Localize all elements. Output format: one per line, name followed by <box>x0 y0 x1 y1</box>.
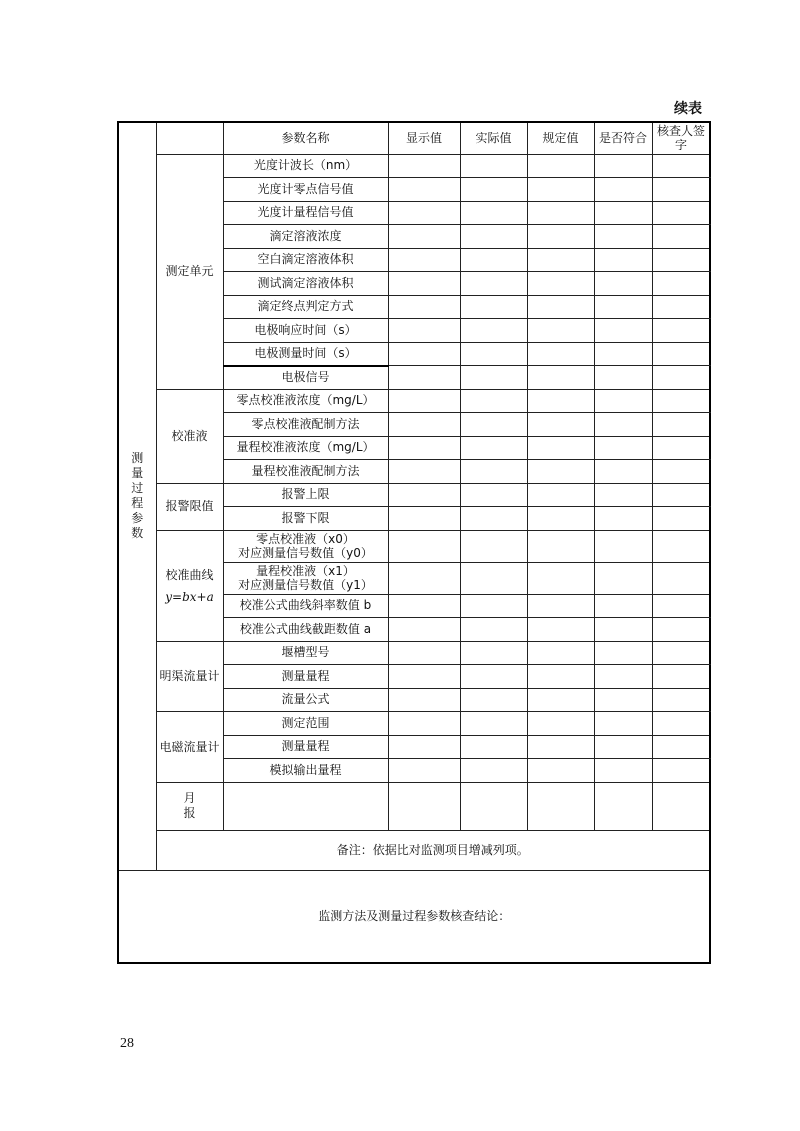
table-row <box>118 712 710 736</box>
conforms-cell[interactable] <box>594 366 652 390</box>
signature-cell[interactable] <box>652 641 710 665</box>
signature-cell[interactable] <box>652 436 710 460</box>
conforms-cell[interactable] <box>594 712 652 736</box>
conforms-cell[interactable] <box>594 272 652 296</box>
displayed-value-cell[interactable] <box>388 201 460 225</box>
monthly-param-cell[interactable] <box>388 782 460 830</box>
displayed-value-cell[interactable] <box>388 665 460 689</box>
conforms-cell[interactable] <box>594 389 652 413</box>
displayed-value-cell[interactable] <box>388 366 460 390</box>
signature-cell[interactable] <box>652 342 710 366</box>
param-name: 报警上限 <box>223 483 388 507</box>
actual-value-cell[interactable] <box>460 712 527 736</box>
actual-value-cell[interactable] <box>460 594 527 618</box>
monthly-blank-cell[interactable] <box>223 782 388 830</box>
zero-standard-line: 零点校准液（x0） <box>256 532 355 546</box>
conforms-cell[interactable] <box>594 225 652 249</box>
specified-value-cell[interactable] <box>527 295 594 319</box>
conforms-cell[interactable] <box>594 759 652 783</box>
signature-cell[interactable] <box>652 178 710 202</box>
specified-value-cell[interactable] <box>527 712 594 736</box>
param-name: 校准公式曲线截距数值 a <box>223 618 388 642</box>
signature-cell[interactable] <box>652 319 710 343</box>
signature-cell[interactable] <box>652 225 710 249</box>
zero-signal-line: 对应测量信号数值（y0） <box>238 546 373 560</box>
conforms-cell[interactable] <box>594 735 652 759</box>
conforms-cell[interactable] <box>594 178 652 202</box>
signature-cell[interactable] <box>652 562 710 594</box>
displayed-value-cell[interactable] <box>388 507 460 531</box>
actual-value-cell[interactable] <box>460 295 527 319</box>
section-label-char: 量 <box>131 466 144 481</box>
displayed-value-cell[interactable] <box>388 594 460 618</box>
calibration-curve-title: 校准曲线 <box>165 567 214 582</box>
section-label-char: 程 <box>131 496 144 511</box>
param-name: 光度计波长（nm） <box>223 154 388 178</box>
header-conforms: 是否符合 <box>594 122 652 154</box>
actual-value-cell[interactable] <box>527 782 594 830</box>
group-open-channel-flowmeter-label: 明渠流量计 <box>156 641 223 712</box>
group-electromagnetic-flowmeter-label: 电磁流量计 <box>156 712 223 783</box>
header-blank <box>156 122 223 154</box>
actual-value-cell[interactable] <box>460 413 527 437</box>
displayed-value-cell[interactable] <box>388 641 460 665</box>
actual-value-cell[interactable] <box>460 319 527 343</box>
param-name: 测定范围 <box>223 712 388 736</box>
signature-cell[interactable] <box>652 688 710 712</box>
specified-value-cell[interactable] <box>527 389 594 413</box>
actual-value-cell[interactable] <box>460 436 527 460</box>
conforms-cell[interactable] <box>594 342 652 366</box>
actual-value-cell[interactable] <box>460 178 527 202</box>
header-displayed-value: 显示值 <box>388 122 460 154</box>
param-name: 电极响应时间（s） <box>223 319 388 343</box>
actual-value-cell[interactable] <box>460 618 527 642</box>
specified-value-cell[interactable] <box>527 530 594 562</box>
param-name: 量程校准液浓度（mg/L） <box>223 436 388 460</box>
conforms-cell[interactable] <box>594 641 652 665</box>
actual-value-cell[interactable] <box>460 272 527 296</box>
actual-value-cell[interactable] <box>460 483 527 507</box>
signature-cell[interactable] <box>652 248 710 272</box>
displayed-value-cell[interactable] <box>388 342 460 366</box>
displayed-value-cell[interactable] <box>388 436 460 460</box>
specified-value-cell[interactable] <box>527 562 594 594</box>
specified-value-cell[interactable] <box>527 366 594 390</box>
specified-value-cell[interactable] <box>527 225 594 249</box>
specified-value-cell[interactable] <box>527 342 594 366</box>
param-name: 校准公式曲线斜率数值 b <box>223 594 388 618</box>
param-name: 滴定终点判定方式 <box>223 295 388 319</box>
specified-value-cell[interactable] <box>527 436 594 460</box>
header-specified-value: 规定值 <box>527 122 594 154</box>
header-actual-value: 实际值 <box>460 122 527 154</box>
table-row <box>118 483 710 507</box>
specified-value-cell[interactable] <box>527 735 594 759</box>
section-label-char: 参 <box>131 511 144 526</box>
specified-value-cell[interactable] <box>527 641 594 665</box>
actual-value-cell[interactable] <box>460 759 527 783</box>
conforms-cell[interactable] <box>594 295 652 319</box>
param-name: 堰槽型号 <box>223 641 388 665</box>
displayed-value-cell[interactable] <box>388 319 460 343</box>
section-label-char: 数 <box>131 526 144 541</box>
specified-value-cell[interactable] <box>527 688 594 712</box>
specified-value-cell[interactable] <box>527 507 594 531</box>
actual-value-cell[interactable] <box>460 507 527 531</box>
actual-value-cell[interactable] <box>460 665 527 689</box>
displayed-value-cell[interactable] <box>388 178 460 202</box>
table-row <box>118 389 710 413</box>
specified-value-cell[interactable] <box>527 460 594 484</box>
signature-cell[interactable] <box>652 759 710 783</box>
param-name: 量程校准液配制方法 <box>223 460 388 484</box>
signature-cell[interactable] <box>652 154 710 178</box>
param-name: 空白滴定溶液体积 <box>223 248 388 272</box>
section-label-cell <box>118 122 156 870</box>
param-name: 滴定溶液浓度 <box>223 225 388 249</box>
conforms-cell[interactable] <box>594 413 652 437</box>
span-standard-line: 量程校准液（x1） <box>256 564 355 578</box>
conforms-cell[interactable] <box>594 507 652 531</box>
conforms-cell[interactable] <box>594 436 652 460</box>
param-name <box>223 562 388 594</box>
displayed-value-cell[interactable] <box>460 782 527 830</box>
actual-value-cell[interactable] <box>460 688 527 712</box>
section-label-char: 测 <box>131 451 144 466</box>
signature-cell[interactable] <box>652 272 710 296</box>
actual-value-cell[interactable] <box>460 248 527 272</box>
monthly-report-char: 报 <box>183 806 196 820</box>
signature-cell[interactable] <box>652 413 710 437</box>
actual-value-cell[interactable] <box>460 201 527 225</box>
specified-value-cell[interactable] <box>527 154 594 178</box>
param-name: 测量量程 <box>223 665 388 689</box>
conforms-cell[interactable] <box>594 618 652 642</box>
actual-value-cell[interactable] <box>460 562 527 594</box>
displayed-value-cell[interactable] <box>388 295 460 319</box>
table-row <box>118 530 710 562</box>
specified-value-cell[interactable] <box>527 483 594 507</box>
signature-cell[interactable] <box>652 530 710 562</box>
signature-cell[interactable] <box>652 295 710 319</box>
signature-cell[interactable] <box>652 201 710 225</box>
actual-value-cell[interactable] <box>460 641 527 665</box>
signature-cell[interactable] <box>652 507 710 531</box>
signature-cell[interactable] <box>652 460 710 484</box>
conforms-cell[interactable] <box>594 665 652 689</box>
signature-cell[interactable] <box>652 594 710 618</box>
remark-row <box>118 830 710 870</box>
conclusion-field[interactable]: 监测方法及测量过程参数核查结论： <box>118 870 710 963</box>
conforms-cell[interactable] <box>594 562 652 594</box>
displayed-value-cell[interactable] <box>388 483 460 507</box>
displayed-value-cell[interactable] <box>388 688 460 712</box>
specified-value-cell[interactable] <box>527 201 594 225</box>
param-name: 流量公式 <box>223 688 388 712</box>
table-row <box>118 641 710 665</box>
conclusion-row <box>118 870 710 963</box>
conforms-cell[interactable] <box>594 483 652 507</box>
conforms-cell[interactable] <box>594 688 652 712</box>
displayed-value-cell[interactable] <box>388 154 460 178</box>
conforms-cell[interactable] <box>652 782 710 830</box>
displayed-value-cell[interactable] <box>388 562 460 594</box>
span-signal-line: 对应测量信号数值（y1） <box>238 578 373 592</box>
group-calibration-curve-label <box>156 530 223 641</box>
param-name: 报警下限 <box>223 507 388 531</box>
specified-value-cell[interactable] <box>594 782 652 830</box>
displayed-value-cell[interactable] <box>388 735 460 759</box>
param-name: 电极测量时间（s） <box>223 342 388 366</box>
monthly-report-label <box>156 782 223 830</box>
monthly-report-row <box>118 782 710 830</box>
conforms-cell[interactable] <box>594 460 652 484</box>
displayed-value-cell[interactable] <box>388 759 460 783</box>
param-name <box>223 530 388 562</box>
param-name: 模拟输出量程 <box>223 759 388 783</box>
actual-value-cell[interactable] <box>460 460 527 484</box>
group-calibration-solution-label: 校准液 <box>156 389 223 483</box>
actual-value-cell[interactable] <box>460 342 527 366</box>
displayed-value-cell[interactable] <box>388 712 460 736</box>
displayed-value-cell[interactable] <box>388 618 460 642</box>
actual-value-cell[interactable] <box>460 389 527 413</box>
signature-cell[interactable] <box>652 735 710 759</box>
param-name: 测试滴定溶液体积 <box>223 272 388 296</box>
specified-value-cell[interactable] <box>527 759 594 783</box>
signature-cell[interactable] <box>652 712 710 736</box>
displayed-value-cell[interactable] <box>388 413 460 437</box>
conforms-cell[interactable] <box>594 154 652 178</box>
param-name: 光度计零点信号值 <box>223 178 388 202</box>
specified-value-cell[interactable] <box>527 319 594 343</box>
table-row <box>118 154 710 178</box>
displayed-value-cell[interactable] <box>388 272 460 296</box>
displayed-value-cell[interactable] <box>388 530 460 562</box>
actual-value-cell[interactable] <box>460 154 527 178</box>
page-number: 28 <box>120 1036 134 1051</box>
specified-value-cell[interactable] <box>527 178 594 202</box>
header-param-name: 参数名称 <box>223 122 388 154</box>
signature-cell[interactable] <box>652 366 710 390</box>
param-name: 零点校准液配制方法 <box>223 413 388 437</box>
calibration-curve-formula: y=bx+a <box>165 589 214 604</box>
displayed-value-cell[interactable] <box>388 225 460 249</box>
actual-value-cell[interactable] <box>460 366 527 390</box>
specified-value-cell[interactable] <box>527 272 594 296</box>
param-name: 光度计量程信号值 <box>223 201 388 225</box>
monthly-report-char: 月 <box>183 791 196 805</box>
specified-value-cell[interactable] <box>527 594 594 618</box>
header-checker-signature: 核查人签字 <box>652 122 710 154</box>
param-name: 测量量程 <box>223 735 388 759</box>
param-name: 电极信号 <box>223 366 388 390</box>
parameter-check-table <box>117 121 711 964</box>
group-titration-label: 测定单元 <box>156 154 223 389</box>
displayed-value-cell[interactable] <box>388 460 460 484</box>
group-alarm-limit-label: 报警限值 <box>156 483 223 530</box>
conforms-cell[interactable] <box>594 248 652 272</box>
signature-cell[interactable] <box>652 483 710 507</box>
displayed-value-cell[interactable] <box>388 389 460 413</box>
signature-cell[interactable] <box>652 389 710 413</box>
actual-value-cell[interactable] <box>460 735 527 759</box>
header-row <box>118 122 710 154</box>
signature-cell[interactable] <box>652 665 710 689</box>
signature-cell[interactable] <box>652 618 710 642</box>
continued-table-label: 续表 <box>674 101 702 117</box>
conforms-cell[interactable] <box>594 201 652 225</box>
conforms-cell[interactable] <box>594 530 652 562</box>
specified-value-cell[interactable] <box>527 248 594 272</box>
actual-value-cell[interactable] <box>460 530 527 562</box>
specified-value-cell[interactable] <box>527 618 594 642</box>
specified-value-cell[interactable] <box>527 413 594 437</box>
displayed-value-cell[interactable] <box>388 248 460 272</box>
param-name: 零点校准液浓度（mg/L） <box>223 389 388 413</box>
specified-value-cell[interactable] <box>527 665 594 689</box>
conforms-cell[interactable] <box>594 594 652 618</box>
actual-value-cell[interactable] <box>460 225 527 249</box>
remark-text: 备注：依据比对监测项目增减列项。 <box>156 830 710 870</box>
section-label-char: 过 <box>131 481 144 496</box>
conforms-cell[interactable] <box>594 319 652 343</box>
